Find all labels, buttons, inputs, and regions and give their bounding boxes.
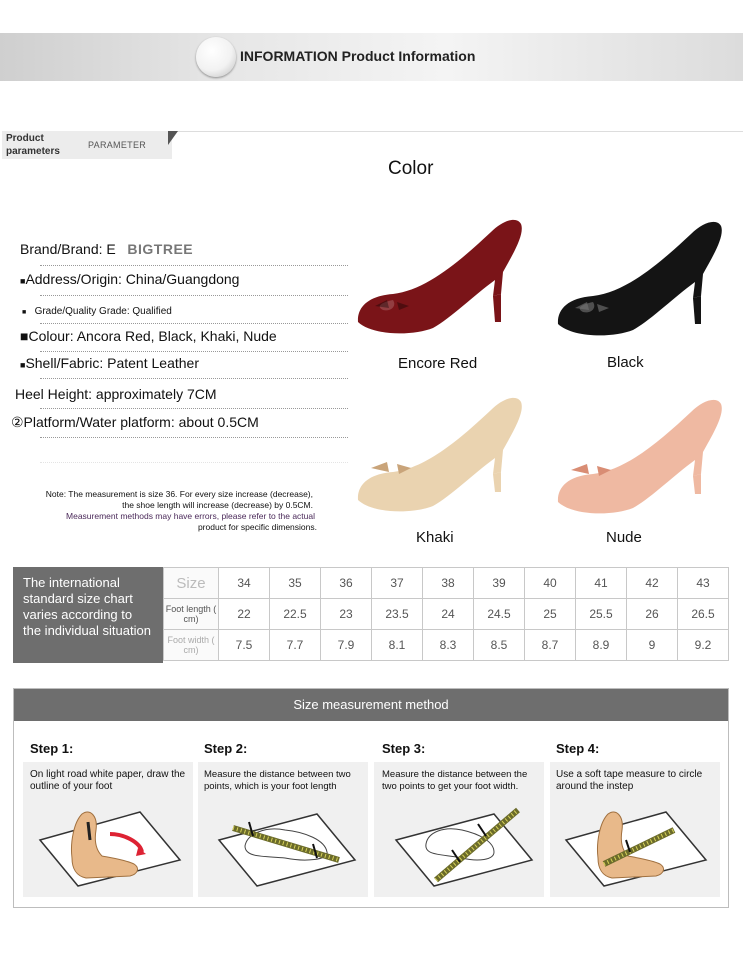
note-line: Measurement methods may have errors, please refer to the actual <box>66 511 315 521</box>
page-title <box>240 48 475 64</box>
spec-brand-label: Brand/Brand: E <box>20 241 116 257</box>
foot-width-cell: 9.2 <box>678 630 729 661</box>
bullet-icon: ■ <box>20 276 26 286</box>
step-1-text: On light road white paper, draw the outline of your foot <box>30 769 186 792</box>
shoe-black-image <box>553 212 728 342</box>
dotted-divider <box>40 265 348 266</box>
size-cell: 41 <box>576 568 627 599</box>
size-chart-table <box>163 567 729 661</box>
step-3-title: Step 3: <box>382 741 426 756</box>
shoe-khaki-image <box>353 388 528 518</box>
params-label-line1: Product <box>6 133 44 144</box>
params-label <box>6 132 60 158</box>
spec-grade-text: Grade/Quality Grade: Qualified <box>34 306 172 317</box>
foot-length-cell: 23.5 <box>372 599 423 630</box>
size-cell: 40 <box>525 568 576 599</box>
bullet-icon: ■ <box>22 309 27 316</box>
foot-width-cell: 7.9 <box>321 630 372 661</box>
foot-length-cell: 22.5 <box>270 599 321 630</box>
dotted-divider <box>40 378 348 379</box>
step-4-title: Step 4: <box>556 741 600 756</box>
step-1-foot-outline-illustration <box>30 800 188 890</box>
spec-brand <box>20 241 193 257</box>
size-cell: 34 <box>219 568 270 599</box>
dotted-divider <box>40 351 348 352</box>
title-main: INFORMATION <box>240 48 338 64</box>
spec-platform: ②Platform/Water platform: about 0.5CM <box>11 414 259 430</box>
spec-fabric <box>20 355 199 371</box>
step-4-tape-illustration <box>556 800 716 890</box>
note-line: Note: The measurement is size 36. For every size increase (decrease), <box>45 489 313 499</box>
dotted-divider <box>40 462 348 463</box>
step-3-ruler-illustration <box>382 800 542 890</box>
foot-width-cell: 8.5 <box>474 630 525 661</box>
foot-length-cell: 26.5 <box>678 599 729 630</box>
spec-fabric-text: Shell/Fabric: Patent Leather <box>25 355 199 371</box>
foot-width-cell: 7.5 <box>219 630 270 661</box>
foot-width-label: Foot width ( cm) <box>164 630 219 661</box>
spec-origin-text: Address/Origin: China/Guangdong <box>25 271 240 287</box>
params-label-line2: parameters <box>6 146 60 157</box>
step-2-text: Measure the distance between two points, which is your foot length <box>204 769 351 792</box>
foot-length-cell: 24.5 <box>474 599 525 630</box>
spec-grade <box>22 306 172 317</box>
step-1-title: Step 1: <box>30 741 74 756</box>
size-label: Size <box>164 568 219 599</box>
circle-icon <box>196 37 236 77</box>
title-sub: Product Information <box>341 48 476 64</box>
size-cell: 39 <box>474 568 525 599</box>
dotted-divider <box>40 437 348 438</box>
spec-colour <box>20 328 277 344</box>
table-row <box>164 599 729 630</box>
foot-length-cell: 22 <box>219 599 270 630</box>
size-cell: 36 <box>321 568 372 599</box>
dotted-divider <box>40 408 348 409</box>
size-chart-description: The international standard size chart varies according to the individual situation <box>13 567 163 663</box>
foot-width-cell: 8.3 <box>423 630 474 661</box>
measurement-title: Size measurement method <box>14 689 728 721</box>
foot-width-cell: 9 <box>627 630 678 661</box>
brand-name: BIGTREE <box>127 241 194 257</box>
note-line: the shoe length will increase (decrease) by 0.5CM. <box>122 500 313 510</box>
tab-corner <box>168 131 178 145</box>
size-cell: 43 <box>678 568 729 599</box>
foot-width-cell: 8.7 <box>525 630 576 661</box>
divider <box>172 131 743 132</box>
table-row <box>164 568 729 599</box>
foot-width-cell: 8.1 <box>372 630 423 661</box>
dotted-divider <box>40 295 348 296</box>
dotted-divider <box>40 323 348 324</box>
foot-length-cell: 25 <box>525 599 576 630</box>
spec-origin <box>20 271 239 287</box>
bullet-icon: ■ <box>20 360 26 370</box>
size-cell: 37 <box>372 568 423 599</box>
shoe-encore-red-image <box>353 210 528 340</box>
color-title: Color <box>388 158 434 179</box>
foot-length-cell: 23 <box>321 599 372 630</box>
step-2-ruler-illustration <box>205 800 365 890</box>
size-cell: 38 <box>423 568 474 599</box>
note-line: product for specific dimensions. <box>197 522 317 532</box>
foot-length-label: Foot length ( cm) <box>164 599 219 630</box>
foot-width-cell: 7.7 <box>270 630 321 661</box>
foot-width-cell: 8.9 <box>576 630 627 661</box>
step-3-text: Measure the distance between the two points to get your foot width. <box>382 769 528 792</box>
step-2-title: Step 2: <box>204 741 248 756</box>
foot-length-cell: 26 <box>627 599 678 630</box>
spec-colour-text: Colour: Ancora Red, Black, Khaki, Nude <box>28 328 277 344</box>
shoe-caption-nude: Nude <box>606 529 642 546</box>
table-row <box>164 630 729 661</box>
foot-length-cell: 24 <box>423 599 474 630</box>
size-cell: 35 <box>270 568 321 599</box>
size-cell: 42 <box>627 568 678 599</box>
foot-length-cell: 25.5 <box>576 599 627 630</box>
spec-heel: Heel Height: approximately 7CM <box>15 386 217 402</box>
shoe-caption-black: Black <box>607 354 644 371</box>
step-4-text: Use a soft tape measure to circle around the instep <box>556 769 703 792</box>
shoe-caption-khaki: Khaki <box>416 529 454 546</box>
parameter-tag: PARAMETER <box>88 140 147 150</box>
shoe-caption-encore-red: Encore Red <box>398 355 478 372</box>
bullet-icon: ■ <box>20 328 29 344</box>
shoe-nude-image <box>553 390 728 520</box>
